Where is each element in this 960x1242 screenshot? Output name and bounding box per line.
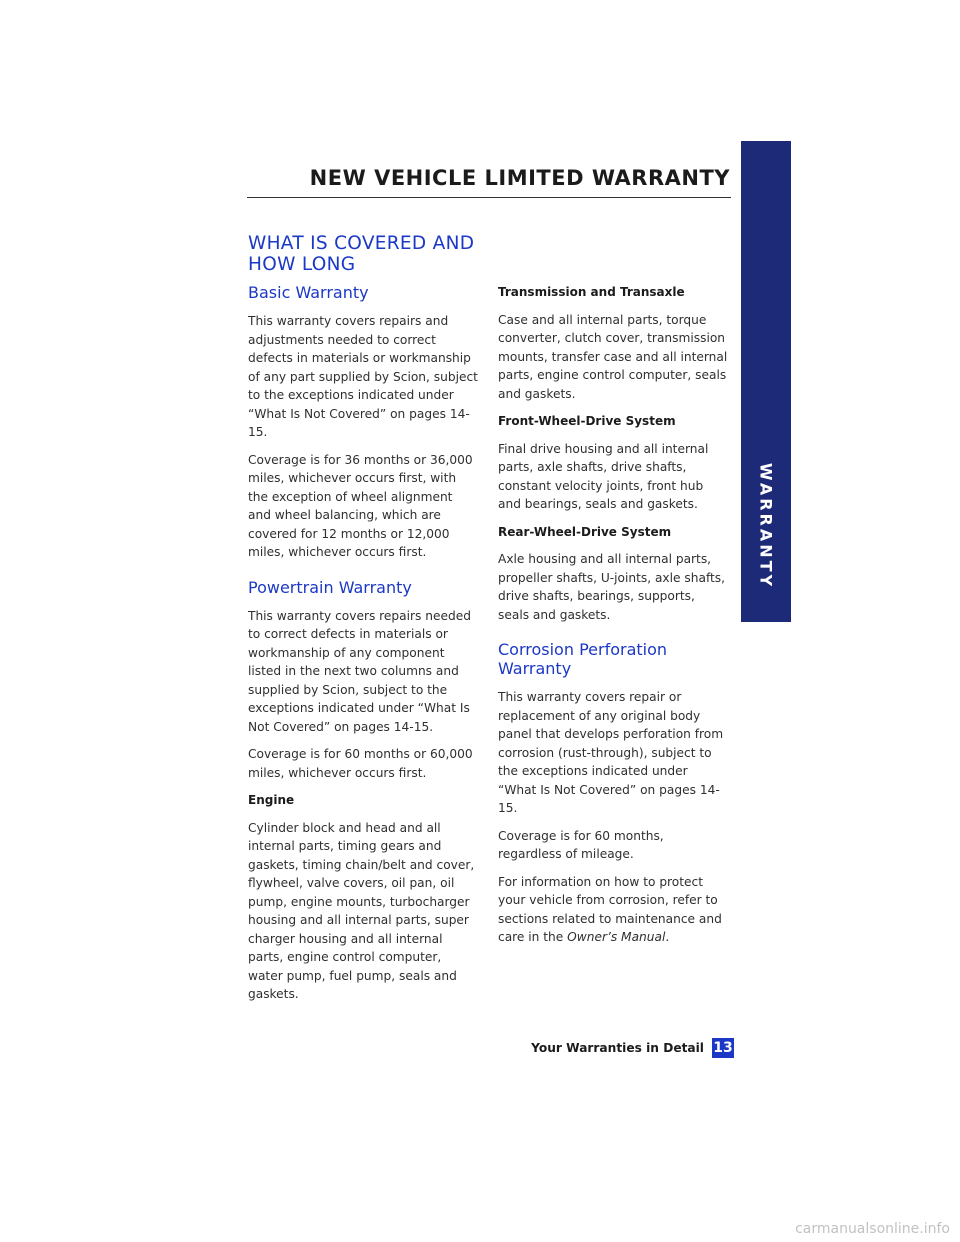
corrosion-heading-line2: Warranty xyxy=(498,659,572,678)
section-side-tab xyxy=(741,141,791,622)
page-header-title: NEW VEHICLE LIMITED WARRANTY xyxy=(309,166,730,190)
side-tab-label: WARRANTY xyxy=(756,462,776,590)
powertrain-warranty-heading: Powertrain Warranty xyxy=(248,577,412,597)
powertrain-warranty-text-1: This warranty covers repairs needed to correct defects in materials or workmanship of any component listed in the next two columns and supplied by Scion, subject to the exceptions indicated under “What Is Not Covered” on pages 14-15. xyxy=(248,608,471,734)
page-number-badge: 13 xyxy=(713,1040,733,1056)
main-heading-line2: HOW LONG xyxy=(248,254,356,275)
corrosion-text-2: Coverage is for 60 months, regardless of mileage. xyxy=(498,828,664,861)
corrosion-heading-line1: Corrosion Perforation xyxy=(498,640,668,659)
page-footer xyxy=(531,1038,734,1058)
transmission-label: Transmission and Transaxle xyxy=(498,285,685,299)
rwd-text: Axle housing and all internal parts, propeller shafts, U-joints, axle shafts, drive shafts, bearings, supports, seals and gaskets. xyxy=(498,552,726,622)
corrosion-warranty-heading xyxy=(498,640,729,678)
fwd-label: Front-Wheel-Drive System xyxy=(498,414,676,428)
fwd-text: Final drive housing and all internal parts, axle shafts, drive shafts, constant velocity joints, front hub and bearings, seals and gaskets. xyxy=(498,441,709,511)
engine-text: Cylinder block and head and all internal parts, timing gears and gaskets, timing chain/belt and cover, flywheel, valve covers, oil pan, oil pump, engine mounts, turbocharger housing and all internal parts, super charger housing and all internal parts, engine control computer, water pump, fuel pump, seals and gaskets. xyxy=(248,820,475,1001)
basic-warranty-heading: Basic Warranty xyxy=(248,283,369,302)
left-column xyxy=(248,283,479,1013)
basic-warranty-text-2: Coverage is for 36 months or 36,000 miles, whichever occurs first, with the exception of wheel alignment and wheel balancing, which are covered for 12 months or 12,000 miles, whichever occurs first. xyxy=(248,452,473,559)
main-heading xyxy=(248,233,488,275)
engine-label: Engine xyxy=(248,793,295,807)
owners-manual-reference: Owner’s Manual xyxy=(567,930,666,944)
powertrain-warranty-text-2: Coverage is for 60 months or 60,000 miles, whichever occurs first. xyxy=(248,747,473,780)
corrosion-text-3-prefix: For information on how to protect your vehicle from corrosion, refer to sections related to maintenance and care in the xyxy=(498,874,722,944)
transmission-text: Case and all internal parts, torque converter, clutch cover, transmission mounts, transfer case and all internal parts, engine control computer, seals and gaskets. xyxy=(498,312,728,401)
site-watermark: carmanualsonline.info xyxy=(795,1221,950,1237)
header-divider xyxy=(247,197,731,198)
main-heading-line1: WHAT IS COVERED AND xyxy=(248,233,475,254)
corrosion-text-3-suffix: . xyxy=(665,930,670,944)
rwd-label: Rear-Wheel-Drive System xyxy=(498,524,672,539)
basic-warranty-text-1: This warranty covers repairs and adjustments needed to correct defects in materials or workmanship of any part supplied by Scion, subject to the exceptions indicated under “What Is Not Covered” on pages 14-15. xyxy=(248,314,478,439)
footer-section-title: Your Warranties in Detail xyxy=(531,1041,704,1055)
right-column xyxy=(498,283,729,956)
corrosion-text-1: This warranty covers repair or replacement of any original body panel that develops perforation from corrosion (rust-through), subject to the exceptions indicated under “What Is Not Covered” on pages 14-15. xyxy=(498,690,724,815)
corrosion-text-3 xyxy=(498,873,729,947)
